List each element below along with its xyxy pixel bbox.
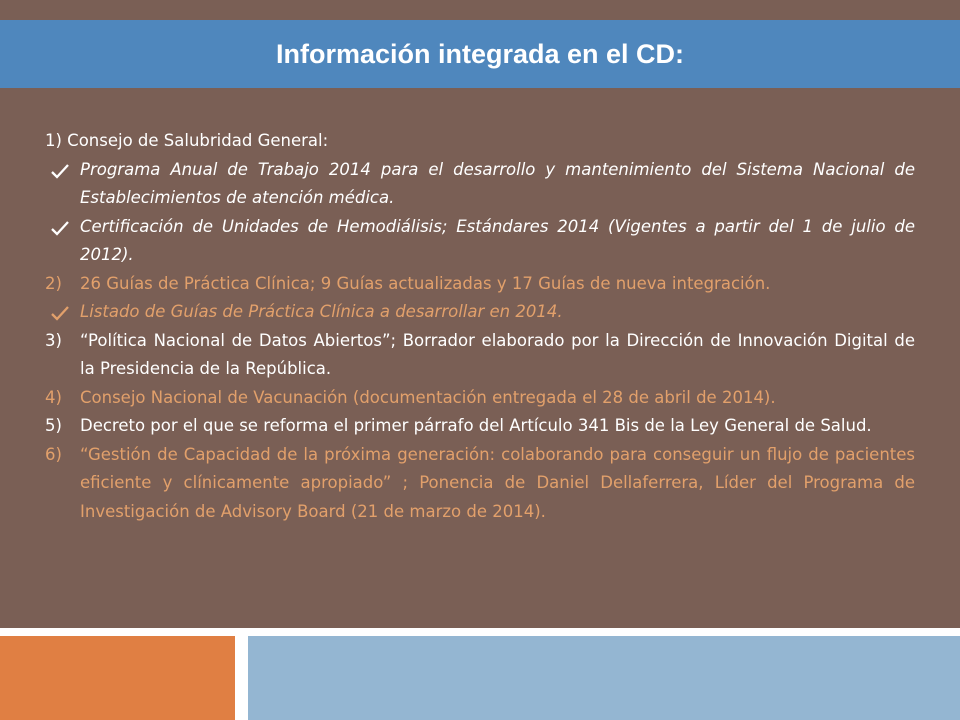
list-item-5 xyxy=(45,412,915,441)
list-item-1b xyxy=(45,213,915,270)
list-item-1-heading: 1) Consejo de Salubridad General: xyxy=(45,131,329,150)
list-item-6-text: “Gestión de Capacidad de la próxima generación: colaborando para conseguir un flujo de pacientes eficiente y clínicamente apropiado” ; Ponencia de Daniel Dellaferrera, Líder del Programa de Investigación de Advisory Board (21 de marzo de 2014). xyxy=(80,444,915,521)
list-item-4 xyxy=(45,384,915,413)
title-bar xyxy=(0,20,960,88)
list-item-5-number: 5) xyxy=(45,416,62,435)
list-item-1a xyxy=(45,156,915,213)
list-item-1a-text: Programa Anual de Trabajo 2014 para el desarrollo y mantenimiento del Sistema Nacional de Establecimientos de atención médica. xyxy=(80,159,915,207)
content-list xyxy=(45,127,915,526)
top-strip xyxy=(0,0,960,20)
list-item-1b-text: Certificación de Unidades de Hemodiálisis; Estándares 2014 (Vigentes a partir del 1 de julio de 2012). xyxy=(80,216,915,264)
list-item-6 xyxy=(45,441,915,527)
list-item-3 xyxy=(45,327,915,384)
list-item-3-text: “Política Nacional de Datos Abiertos”; Borrador elaborado por la Dirección de Innovación Digital de la Presidencia de la República. xyxy=(80,330,915,378)
checkmark-icon xyxy=(45,305,75,323)
list-item-4-text: Consejo Nacional de Vacunación (documentación entregada el 28 de abril de 2014). xyxy=(80,387,776,407)
list-item-6-number: 6) xyxy=(45,444,62,464)
list-item-5-text: Decreto por el que se reforma el primer párrafo del Artículo 341 Bis de la Ley General de Salud. xyxy=(80,416,872,435)
checkmark-icon xyxy=(45,163,75,181)
footer-orange-block xyxy=(0,636,235,720)
list-item-2-number: 2) xyxy=(45,273,62,293)
slide-title: Información integrada en el CD: xyxy=(275,38,685,69)
list-item-3-number: 3) xyxy=(45,330,62,350)
footer-blue-block xyxy=(248,636,960,720)
checkmark-icon xyxy=(45,220,75,238)
list-item-2-text: 26 Guías de Práctica Clínica; 9 Guías actualizadas y 17 Guías de nueva integración. xyxy=(80,273,771,293)
list-item-2a xyxy=(45,298,915,327)
list-item-2 xyxy=(45,270,915,299)
list-item-2a-text: Listado de Guías de Práctica Clínica a desarrollar en 2014. xyxy=(80,302,563,321)
list-item-4-number: 4) xyxy=(45,387,62,407)
